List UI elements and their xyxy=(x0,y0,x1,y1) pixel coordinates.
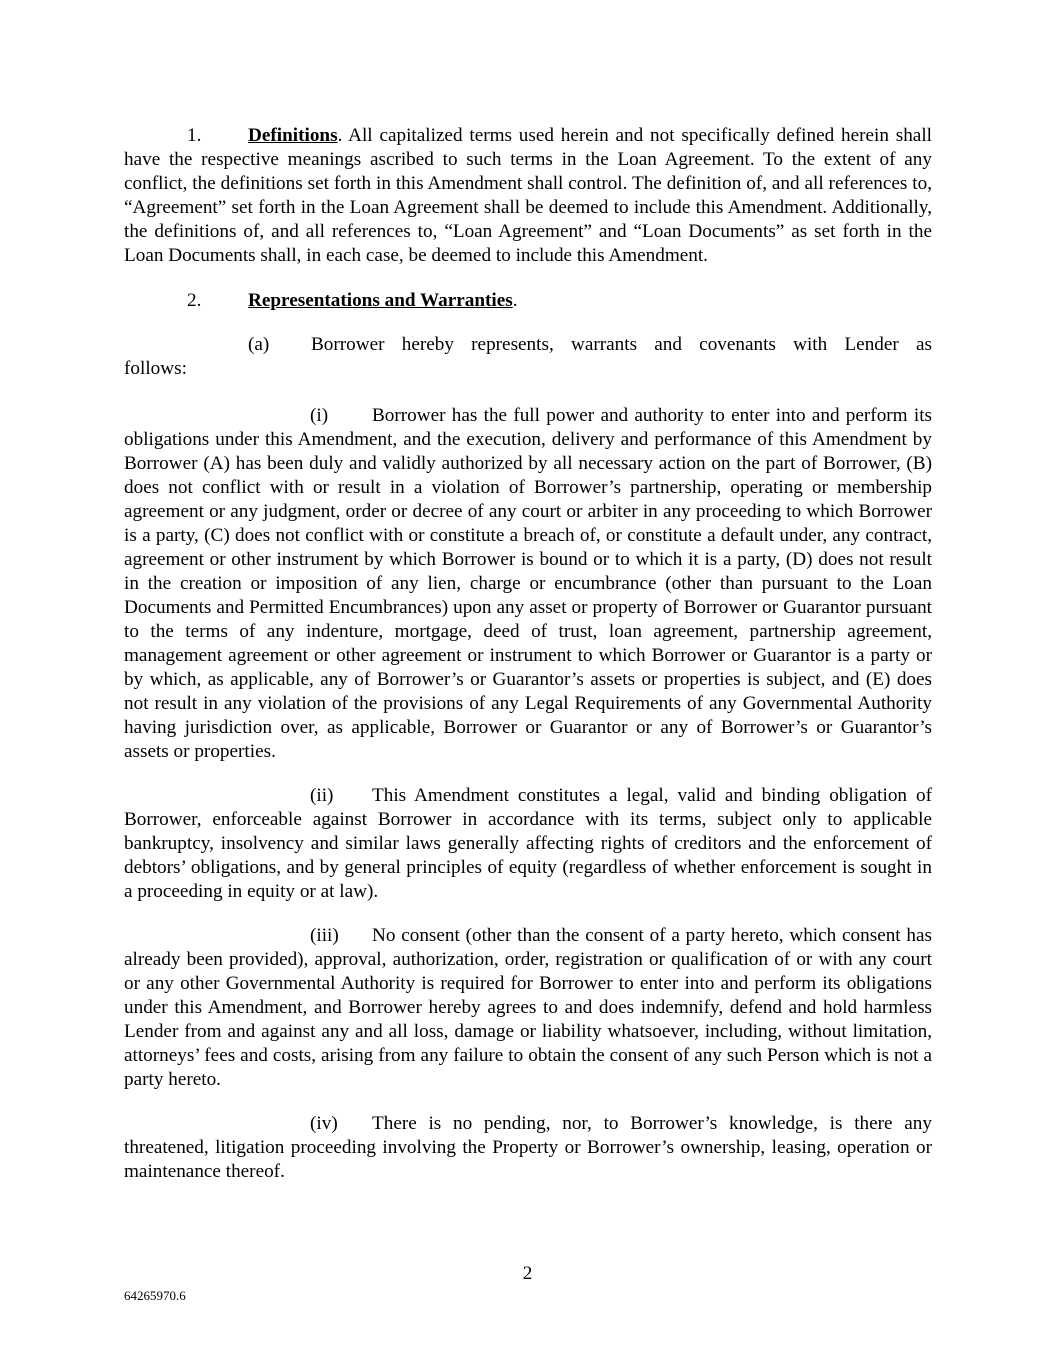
section-1-heading: Definitions xyxy=(248,125,338,146)
section-2-heading-punct: . xyxy=(512,290,518,311)
section-2-number: 2. xyxy=(187,290,202,311)
item-i-label: (i) xyxy=(310,405,329,426)
item-iv-paragraph xyxy=(124,1112,932,1184)
item-i-paragraph xyxy=(124,404,932,764)
item-ii-text: This Amendment constitutes a legal, valid and binding obligation of Borrower, enforceable against Borrower in accordance with its terms, subject only to applicable bankruptcy, insolvency and similar laws generally affecting rights of creditors and the enforcement of debtors’ obligations, and by general principles of equity (regardless of whether enforcement is sought in a proceeding in equity or at law). xyxy=(124,785,932,902)
section-2-heading: Representations and Warranties xyxy=(248,290,513,311)
section-1-heading-punct: . xyxy=(337,125,343,146)
item-ii-label: (ii) xyxy=(310,785,334,806)
subsection-a xyxy=(124,333,932,381)
page-number: 2 xyxy=(522,1263,533,1284)
subsection-a-text-rest: follows: xyxy=(124,358,187,379)
subsection-a-first-line xyxy=(124,333,932,357)
item-iv-text: There is no pending, nor, to Borrower’s knowledge, is there any threatened, litigation proceeding involving the Property or Borrower’s ownership, leasing, operation or maintenance thereof. xyxy=(124,1113,932,1182)
section-1-number: 1. xyxy=(187,125,202,146)
document-id: 64265970.6 xyxy=(124,1288,186,1303)
document-page xyxy=(124,124,932,1184)
section-1-text: All capitalized terms used herein and not specifically defined herein shall have the respective meanings ascribed to such terms in the Loan Agreement. To the extent of any conflict, the definitions set forth in this Amendment shall control. The definition of, and all references to, “Agreement” set forth in the Loan Agreement shall be deemed to include this Amendment. Additionally, the definitions of, and all references to, “Loan Agreement” and “Loan Documents” as set forth in the Loan Documents shall, in each case, be deemed to include this Amendment. xyxy=(124,125,932,266)
item-iv-label: (iv) xyxy=(310,1113,338,1134)
item-iii-text: No consent (other than the consent of a party hereto, which consent has already been provided), approval, authorization, order, registration or qualification of or with any court or any other Governmental Authority is required for Borrower to enter into and perform its obligations under this Amendment, and Borrower hereby agrees to and does indemnify, defend and hold harmless Lender from and against any and all loss, damage or liability whatsoever, including, without limitation, attorneys’ fees and costs, arising from any failure to obtain the consent of any such Person which is not a party hereto. xyxy=(124,925,932,1090)
item-ii-paragraph xyxy=(124,784,932,904)
subsection-a-text-first: Borrower hereby represents, warrants and covenants with Lender as xyxy=(311,334,932,355)
item-i-text: Borrower has the full power and authority to enter into and perform its obligations under this Amendment, and the execution, delivery and performance of this Amendment by Borrower (A) has been duly and validly authorized by all necessary action on the part of Borrower, (B) does not conflict with or result in a violation of Borrower’s partnership, operating or membership agreement or any judgment, order or decree of any court or arbiter in any proceeding to which Borrower is a party, (C) does not conflict with or constitute a breach of, or constitute a default under, any contract, agreement or other instrument by which Borrower is bound or to which it is a party, (D) does not result in the creation or imposition of any lien, charge or encumbrance (other than pursuant to the Loan Documents and Permitted Encumbrances) upon any asset or property of Borrower or Guarantor pursuant to the terms of any indenture, mortgage, deed of trust, loan agreement, partnership agreement, management agreement or other agreement or instrument to which Borrower or Guarantor is a party or by which, as applicable, any of Borrower’s or Guarantor’s assets or properties is subject, and (E) does not result in any violation of the provisions of any Legal Requirements of any Governmental Authority having jurisdiction over, as applicable, Borrower or Guarantor or any of Borrower’s or Guarantor’s assets or properties. xyxy=(124,405,932,762)
subsection-a-label: (a) xyxy=(248,334,270,355)
section-1-paragraph xyxy=(124,124,932,268)
item-iii-paragraph xyxy=(124,924,932,1092)
section-2-heading-line xyxy=(124,289,932,313)
item-iii-label: (iii) xyxy=(310,925,339,946)
